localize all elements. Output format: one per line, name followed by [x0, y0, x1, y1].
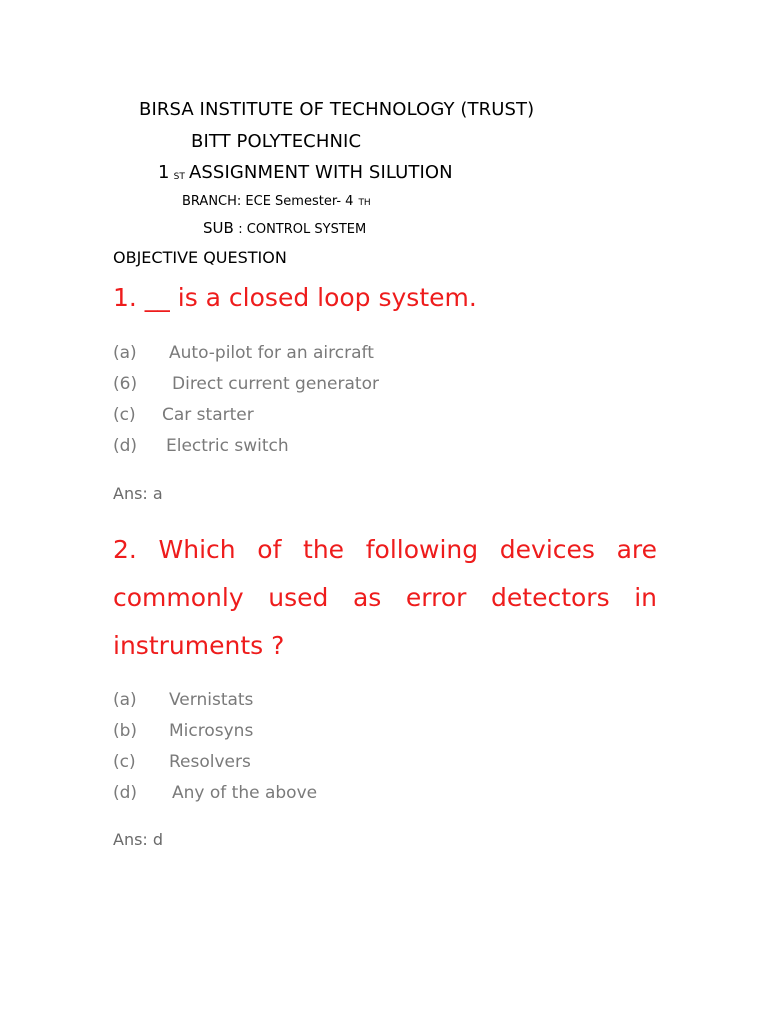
- option-text: Electric switch: [166, 436, 289, 456]
- option-text: Vernistats: [169, 690, 254, 710]
- option-text: Auto-pilot for an aircraft: [169, 343, 374, 363]
- option-text: Direct current generator: [172, 374, 379, 394]
- assignment-ordinal: ST: [173, 172, 185, 182]
- option-text: Any of the above: [172, 783, 318, 803]
- semester-ordinal: TH: [358, 198, 371, 208]
- institute-name: BIRSA INSTITUTE OF TECHNOLOGY (TRUST): [139, 99, 535, 120]
- branch-text: BRANCH: ECE Semester- 4: [182, 194, 354, 209]
- question-1-option-a: [113, 343, 374, 363]
- question-1-option-d: [113, 436, 289, 456]
- option-label: (b): [113, 721, 138, 741]
- question-2-option-c: [113, 752, 251, 772]
- option-label: (6): [113, 374, 138, 394]
- question-2-option-b: [113, 721, 253, 741]
- assignment-title-text: ASSIGNMENT WITH SILUTION: [188, 162, 453, 183]
- question-2-text: [113, 526, 657, 670]
- assignment-title: [158, 162, 453, 183]
- question-1-answer: Ans: a: [113, 484, 163, 503]
- question-2-option-d: [113, 783, 317, 803]
- subject-name: : CONTROL SYSTEM: [238, 222, 367, 237]
- option-label: (d): [113, 783, 138, 803]
- question-2-option-a: [113, 690, 253, 710]
- question-2-line-3: instruments ?: [113, 631, 285, 660]
- option-label: (c): [113, 752, 136, 772]
- option-label: (d): [113, 436, 138, 456]
- question-2-line-1: 2. Which of the following devices are: [113, 535, 657, 564]
- question-2-line-2: commonly used as error detectors in: [113, 583, 657, 612]
- subject-label: SUB: [203, 219, 234, 237]
- option-label: (a): [113, 343, 137, 363]
- branch-line: [182, 194, 371, 209]
- subject-line: [203, 219, 366, 237]
- option-text: Microsyns: [169, 721, 254, 741]
- question-1-option-c: [113, 405, 254, 425]
- assignment-number: 1: [158, 162, 170, 183]
- section-title: OBJECTIVE QUESTION: [113, 248, 287, 267]
- option-text: Car starter: [162, 405, 254, 425]
- option-text: Resolvers: [169, 752, 251, 772]
- option-label: (c): [113, 405, 136, 425]
- question-2-answer: Ans: d: [113, 830, 164, 849]
- college-name: BITT POLYTECHNIC: [191, 131, 362, 152]
- question-1-text: 1. __ is a closed loop system.: [113, 283, 477, 312]
- option-label: (a): [113, 690, 137, 710]
- question-1-option-b: [113, 374, 379, 394]
